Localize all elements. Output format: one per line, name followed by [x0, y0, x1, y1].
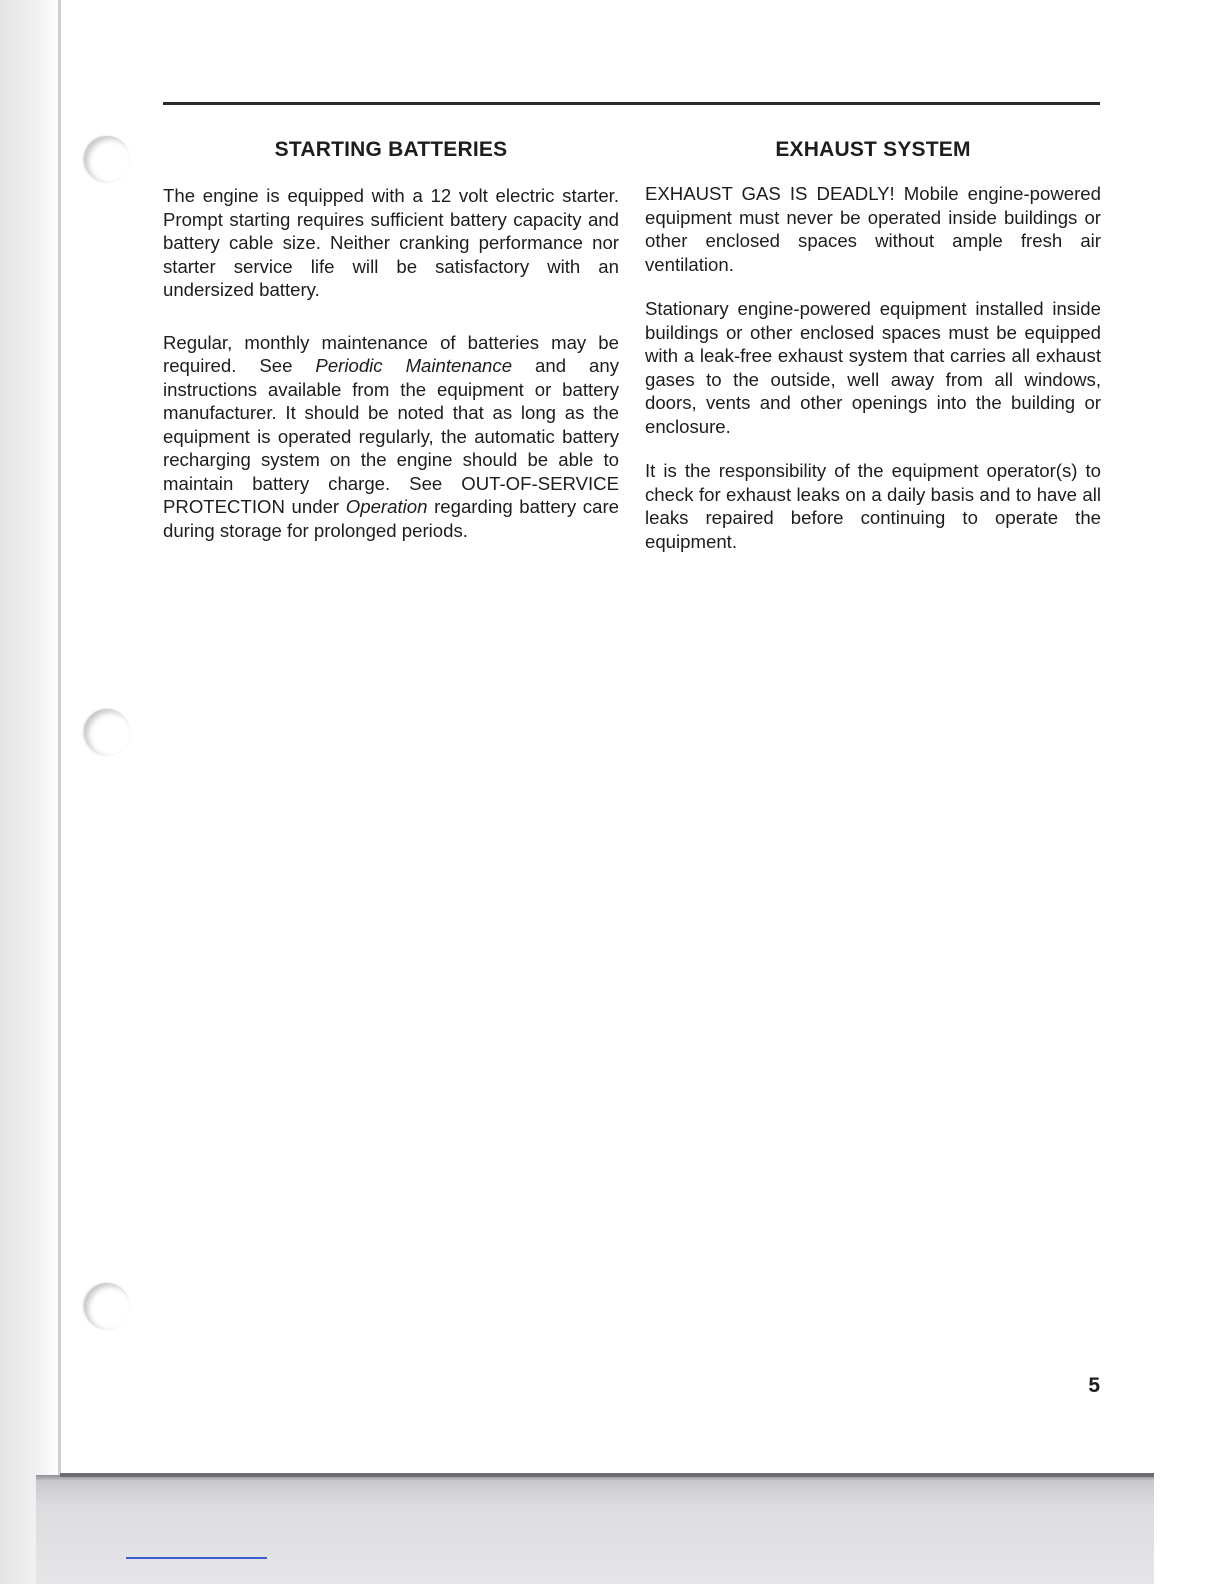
batteries-paragraph-1: The engine is equipped with a 12 volt electric starter. Prompt starting requires sufficient battery capacity and battery cable size. Neither cranking performance nor starter service life will be satisfactory with an undersized battery.	[163, 185, 619, 300]
page-number: 5	[1088, 1374, 1100, 1397]
binder-hole-middle	[84, 709, 130, 755]
operation-reference: Operation	[345, 496, 428, 517]
exhaust-paragraph-2: Stationary engine-powered equipment installed inside buildings or other enclosed spaces must be equipped with a leak-free exhaust system that carries all exhaust gases to the outside, well away from all windows, doors, vents and other openings into the building or enclosure.	[645, 298, 1101, 437]
batteries-paragraph-2	[163, 331, 619, 543]
periodic-maintenance-reference: Periodic Maintenance	[315, 355, 513, 376]
page-left-edge	[58, 0, 61, 1475]
header-rule	[163, 102, 1100, 105]
section-heading-starting-batteries: STARTING BATTERIES	[274, 138, 508, 161]
batteries-p2-text-start: Regular, monthly maintenance of batteries may be required. See	[163, 331, 619, 376]
page-bottom-shadow	[36, 1475, 1154, 1584]
binder-hole-bottom	[84, 1283, 130, 1329]
batteries-p2-text-middle: and any instructions available from the equipment or battery manufacturer. It should be noted that as long as the equipment is operated regularly, the automatic battery recharging system on the engine should be able to maintain battery charge. See OUT-OF-SERVICE PROTECTION under	[163, 355, 619, 517]
binder-hole-top	[84, 136, 130, 182]
exhaust-paragraph-1: EXHAUST GAS IS DEADLY! Mobile engine-powered equipment must never be operated inside buildings or other enclosed spaces without ample fresh air ventilation.	[645, 183, 1101, 275]
exhaust-system-section	[645, 136, 1101, 574]
batteries-p2-text-end: regarding battery care during storage for prolonged periods.	[163, 496, 619, 541]
scan-mark	[126, 1557, 267, 1559]
exhaust-paragraph-3: It is the responsibility of the equipment operator(s) to check for exhaust leaks on a daily basis and to have all leaks repaired before continuing to operate the equipment.	[645, 460, 1101, 552]
page-bottom-edge	[60, 1473, 1154, 1477]
starting-batteries-section	[163, 136, 619, 571]
section-heading-exhaust-system: EXHAUST SYSTEM	[775, 138, 971, 161]
